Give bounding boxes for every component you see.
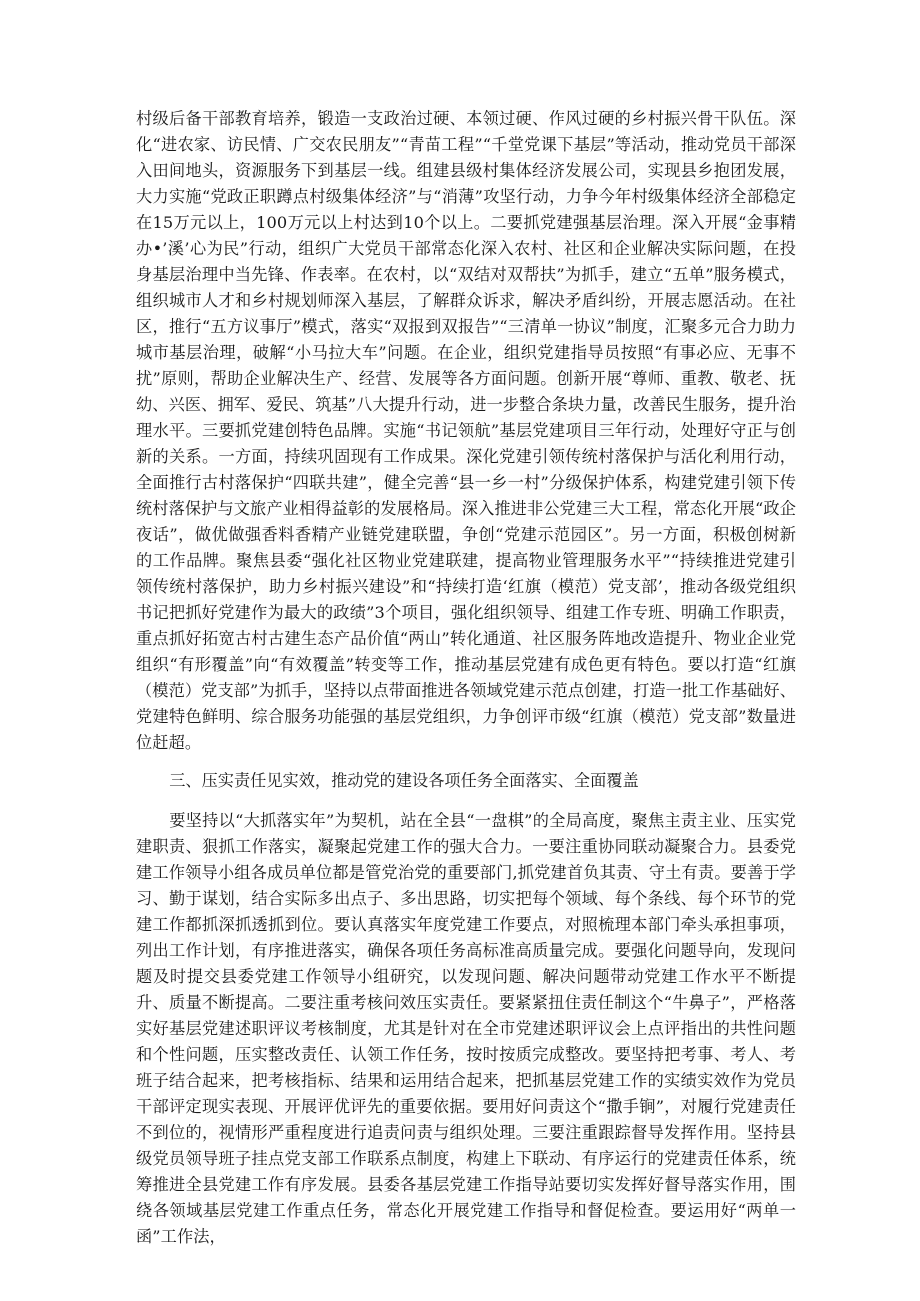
document-page xyxy=(136,106,796,1250)
body-paragraph-1: 村级后备干部教育培养，锻造一支政治过硬、本领过硬、作风过硬的乡村振兴骨干队伍。深化“进农家、访民情、广交农民朋友”“青苗工程”“千堂党课下基层”等活动，推动党员干部深入田间地头，资源服务下到基层一线。组建县级村集体经济发展公司，实现县乡抱团发展，大力实施“党政正职蹲点村级集体经济”与“消薄”攻坚行动，力争今年村级集体经济全部稳定在15万元以上，100万元以上村达到10个以上。二要抓党建强基层治理。深入开展“金事精办•’溪’心为民”行动，组织广大党员干部常态化深入农村、社区和企业解决实际问题，在投身基层治理中当先锋、作表率。在农村，以“双结对双帮扶”为抓手，建立“五单”服务模式，组织城市人才和乡村规划师深入基层，了解群众诉求，解决矛盾纠纷，开展志愿活动。在社区，推行“五方议事厅”模式，落实“双报到双报告”“三清单一协议”制度，汇聚多元合力助力城市基层治理，破解“小马拉大车”问题。在企业，组织党建指导员按照“有事必应、无事不扰”原则，帮助企业解决生产、经营、发展等各方面问题。创新开展“尊师、重教、敬老、抚幼、兴医、拥军、爱民、筑基”八大提升行动，进一步整合条块力量，改善民生服务，提升治理水平。三要抓党建创特色品牌。实施“书记领航”基层党建项目三年行动，处理好守正与创新的关系。一方面，持续巩固现有工作成果。深化党建引领传统村落保护与活化利用行动，全面推行古村落保护“四联共建”，健全完善“县一乡一村”分级保护体系，构建党建引领下传统村落保护与文旅产业相得益彰的发展格局。深入推进非公党建三大工程，常态化开展“政企夜话”，做优做强香料香精产业链党建联盟，争创“党建示范园区”。另一方面，积极创树新的工作品牌。聚焦县委“强化社区物业党建联建，提高物业管理服务水平”“持续推进党建引领传统村落保护，助力乡村振兴建设”和“持续打造‘红旗（模范）党支部’，推动各级党组织书记把抓好党建作为最大的政绩”3个项目，强化组织领导、组建工作专班、明确工作职责，重点抓好拓宽古村古建生态产品价值“两山”转化通道、社区服务阵地改造提升、物业企业党组织“有形覆盖”向“有效覆盖”转变等工作，推动基层党建有成色更有特色。要以打造“红旗（模范）党支部”为抓手，坚持以点带面推进各领域党建示范点创建，打造一批工作基础好、党建特色鲜明、综合服务功能强的基层党组织，力争创评市级“红旗（模范）党支部”数量进位赶超。 xyxy=(136,109,796,752)
body-paragraph-2: 要坚持以“大抓落实年”为契机，站在全县“一盘棋”的全局高度，聚焦主责主业、压实党建职责、狠抓工作落实，凝聚起党建工作的强大合力。一要注重协同联动凝聚合力。县委党建工作领导小组各成员单位都是管党治党的重要部门,抓党建首负其责、守土有责。要善于学习、勤于谋划，结合实际多出点子、多出思路，切实把每个领域、每个条线、每个环节的党建工作都抓深抓透抓到位。要认真落实年度党建工作要点，对照梳理本部门牵头承担事项，列出工作计划，有序推进落实，确保各项任务高标准高质量完成。要强化问题导向，发现问题及时提交县委党建工作领导小组研究，以发现问题、解决问题带动党建工作水平不断提升、质量不断提高。二要注重考核问效压实责任。要紧紧扭住责任制这个“牛鼻子”，严格落实好基层党建述职评议考核制度，尤其是针对在全市党建述职评议会上点评指出的共性问题和个性问题，压实整改责任、认领工作任务，按时按质完成整改。要坚持把考事、考人、考班子结合起来，把考核指标、结果和运用结合起来，把抓基层党建工作的实绩实效作为党员干部评定现实表现、开展评优评先的重要依据。要用好问责这个“撒手锏”，对履行党建责任不到位的，视情形严重程度进行追责问责与组织处理。三要注重跟踪督导发挥作用。坚持县级党员领导班子挂点党支部工作联系点制度，构建上下联动、有序运行的党建责任体系，统筹推进全县党建工作有序发展。县委各基层党建工作指导站要切实发挥好督导落实作用，围绕各领域基层党建工作重点任务，常态化开展党建工作指导和督促检查。要运用好“两单一函”工作法， xyxy=(136,811,796,1246)
section-heading-3: 三、压实责任见实效，推动党的建设各项任务全面落实、全面覆盖 xyxy=(169,771,639,790)
